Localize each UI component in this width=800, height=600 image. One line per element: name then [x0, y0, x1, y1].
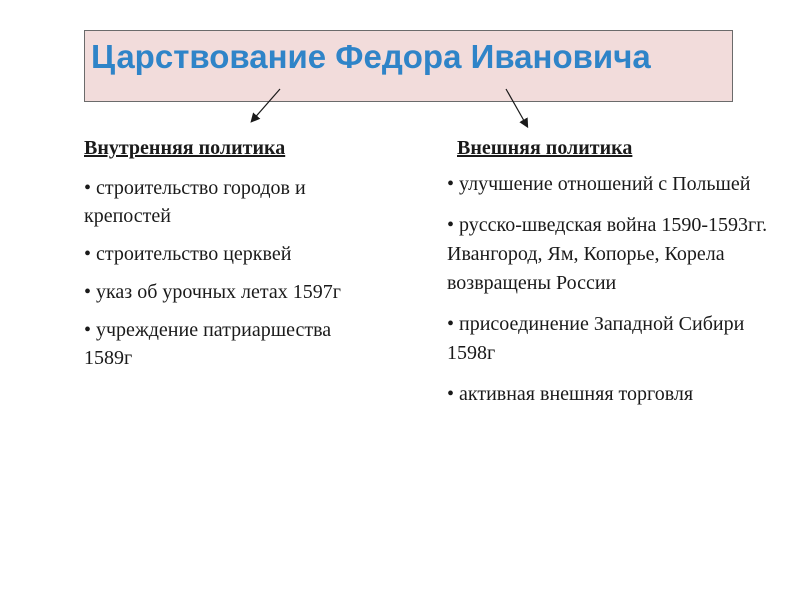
- foreign-item: • улучшение отношений с Польшей: [447, 173, 751, 195]
- domestic-item: • строительство церквей: [84, 243, 292, 265]
- domestic-policy-heading: Внутренняя политика: [84, 137, 286, 159]
- foreign-item: • присоединение Западной Сибири 1598г: [447, 313, 745, 364]
- slide-title: Царствование Федора Ивановича: [91, 38, 651, 75]
- domestic-policy-column: [84, 136, 384, 382]
- foreign-policy-heading: Внешняя политика: [457, 137, 633, 159]
- domestic-item: • учреждение патриаршества 1589г: [84, 319, 332, 369]
- foreign-item: • русско-шведская война 1590-1593гг. Ивангород, Ям, Копорье, Корела возвращены России: [447, 214, 768, 294]
- domestic-item: • строительство городов и крепостей: [84, 177, 306, 227]
- domestic-item: • указ об урочных летах 1597г: [84, 281, 341, 303]
- title-box: [84, 30, 733, 102]
- foreign-policy-column: [447, 136, 777, 421]
- foreign-item: • активная внешняя торговля: [447, 383, 694, 405]
